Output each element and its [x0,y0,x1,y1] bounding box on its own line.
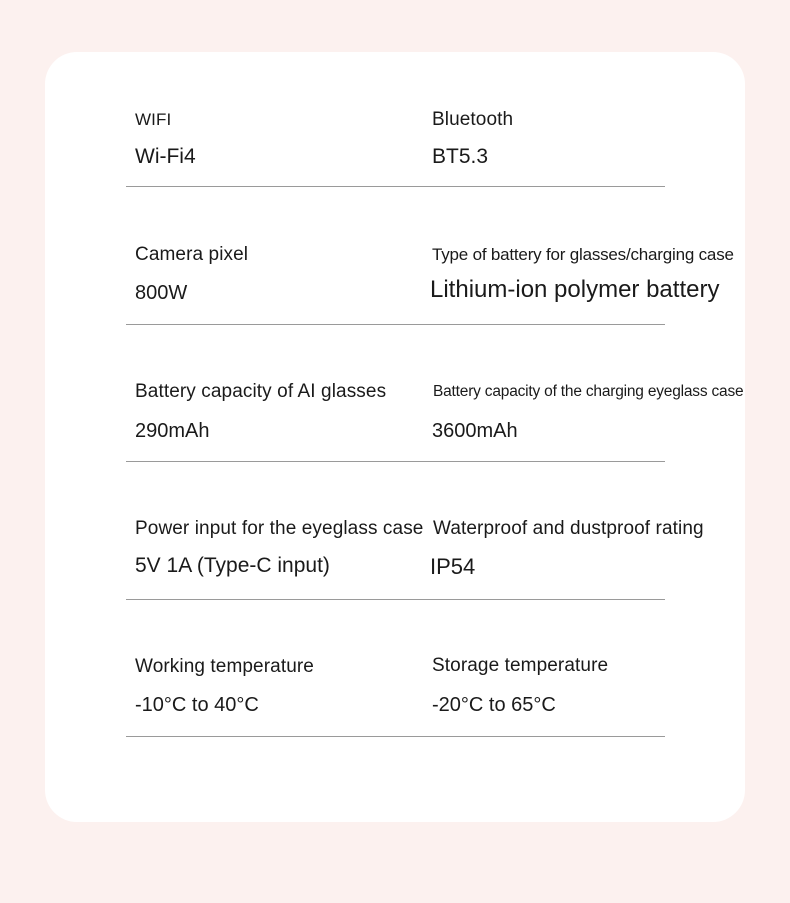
spec-value-case-battery: 3600mAh [432,420,518,442]
spec-value-wifi: Wi-Fi4 [135,145,196,168]
spec-label-bluetooth: Bluetooth [432,109,514,130]
spec-label-glasses-battery: Battery capacity of AI glasses [135,381,387,402]
spec-label-wifi: WIFI [135,110,172,129]
spec-value-bluetooth: BT5.3 [432,145,489,168]
spec-row-divider [126,461,665,462]
spec-value-battery-type: Lithium-ion polymer battery [430,276,720,303]
spec-label-working-temp: Working temperature [135,656,314,677]
spec-row-divider [126,599,665,600]
spec-value-camera-pixel: 800W [135,282,188,304]
spec-row-divider [126,186,665,187]
spec-value-storage-temp: -20°C to 65°C [432,694,556,716]
spec-row-divider [126,324,665,325]
spec-label-camera-pixel: Camera pixel [135,244,249,265]
spec-label-power-input: Power input for the eyeglass case [135,518,424,539]
spec-label-case-battery: Battery capacity of the charging eyeglass case [433,383,744,400]
spec-card [45,52,745,822]
spec-value-power-input: 5V 1A (Type-C input) [135,554,330,577]
spec-value-working-temp: -10°C to 40°C [135,694,259,716]
spec-row-divider [126,736,665,737]
spec-label-storage-temp: Storage temperature [432,655,609,676]
spec-label-ip-rating: Waterproof and dustproof rating [433,518,704,539]
spec-value-glasses-battery: 290mAh [135,420,210,442]
spec-value-ip-rating: IP54 [430,554,476,579]
spec-label-battery-type: Type of battery for glasses/charging case [432,245,734,264]
